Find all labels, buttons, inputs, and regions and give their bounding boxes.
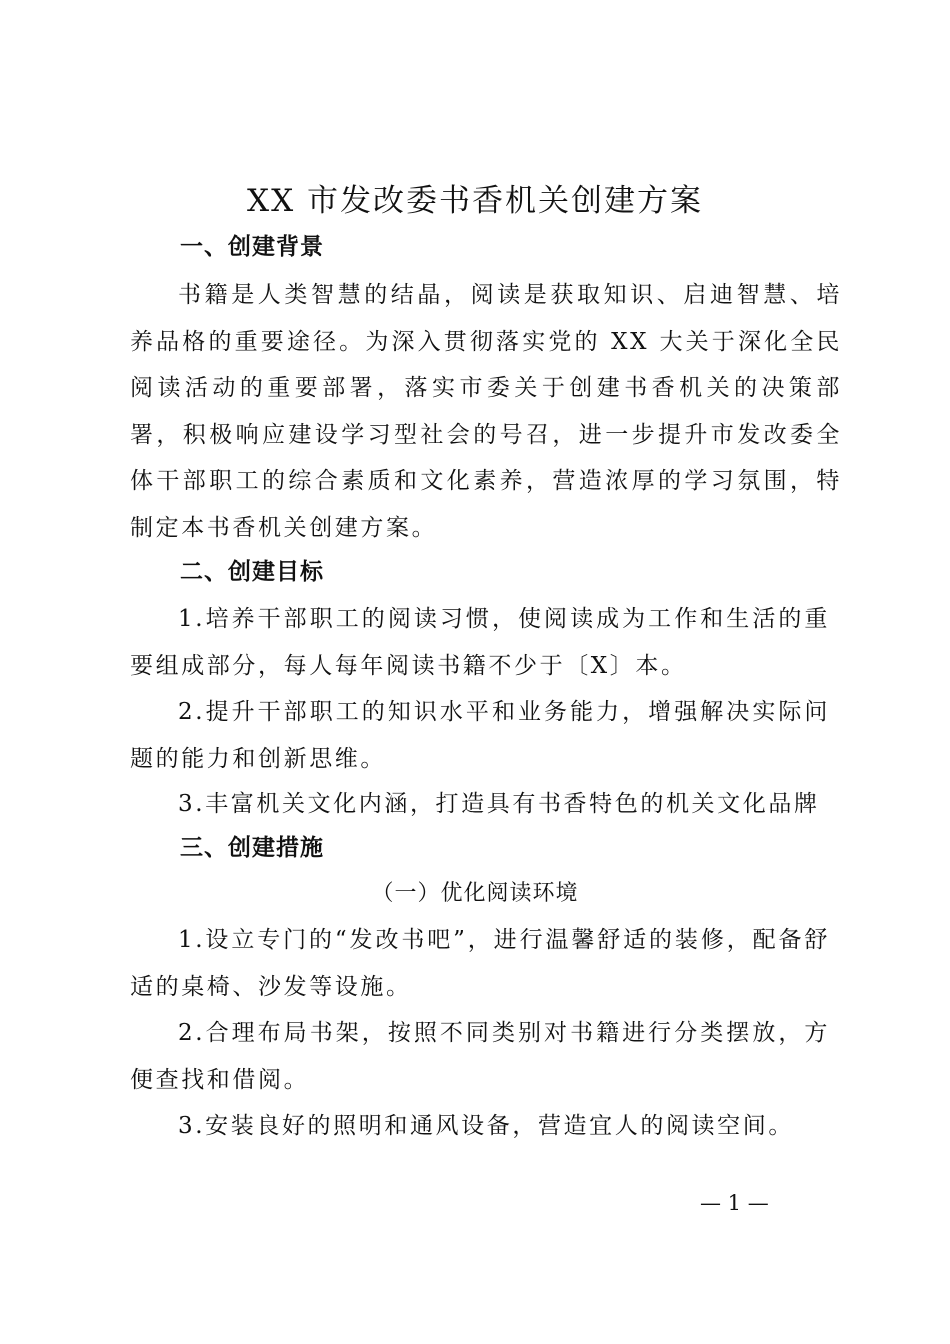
section-heading-background: 一、创建背景 [180,234,324,260]
measure-paragraph-2: 2.合理布局书架，按照不同类别对书籍进行分类摆放，方便查找和借阅。 [130,1020,830,1093]
section-heading-measures: 三、创建措施 [180,835,324,861]
measure-paragraph-3: 3.安装良好的照明和通风设备，营造宜人的阅读空间。 [178,1113,794,1139]
measure-paragraph-1: 1.设立专门的“发改书吧”，进行温馨舒适的装修，配备舒适的桌椅、沙发等设施。 [130,927,830,1000]
background-paragraph: 书籍是人类智慧的结晶，阅读是获取知识、启迪智慧、培养品格的重要途径。为深入贯彻落实党的 XX 大关于深化全民阅读活动的重要部署，落实市委关于创建书香机关的决策部署，积极响应建设学习型社会的号召，进一步提升市发改委全体干部职工的综合素质和文化素养，营造浓厚的学习氛围，特制定本书香机关创建方案。 [130,282,842,541]
goal-paragraph-1: 1.培养干部职工的阅读习惯，使阅读成为工作和生活的重要组成部分，每人每年阅读书籍不少于〔X〕本。 [130,606,830,679]
goal-paragraph-2: 2.提升干部职工的知识水平和业务能力，增强解决实际问题的能力和创新思维。 [130,699,830,772]
section-heading-goals: 二、创建目标 [180,559,324,585]
document-title: XX 市发改委书香机关创建方案 [247,183,703,219]
subsection-heading-environment: （一）优化阅读环境 [371,881,579,906]
page-number: — 1 — [700,1191,769,1215]
goal-paragraph-3: 3.丰富机关文化内涵，打造具有书香特色的机关文化品牌 [178,791,820,817]
